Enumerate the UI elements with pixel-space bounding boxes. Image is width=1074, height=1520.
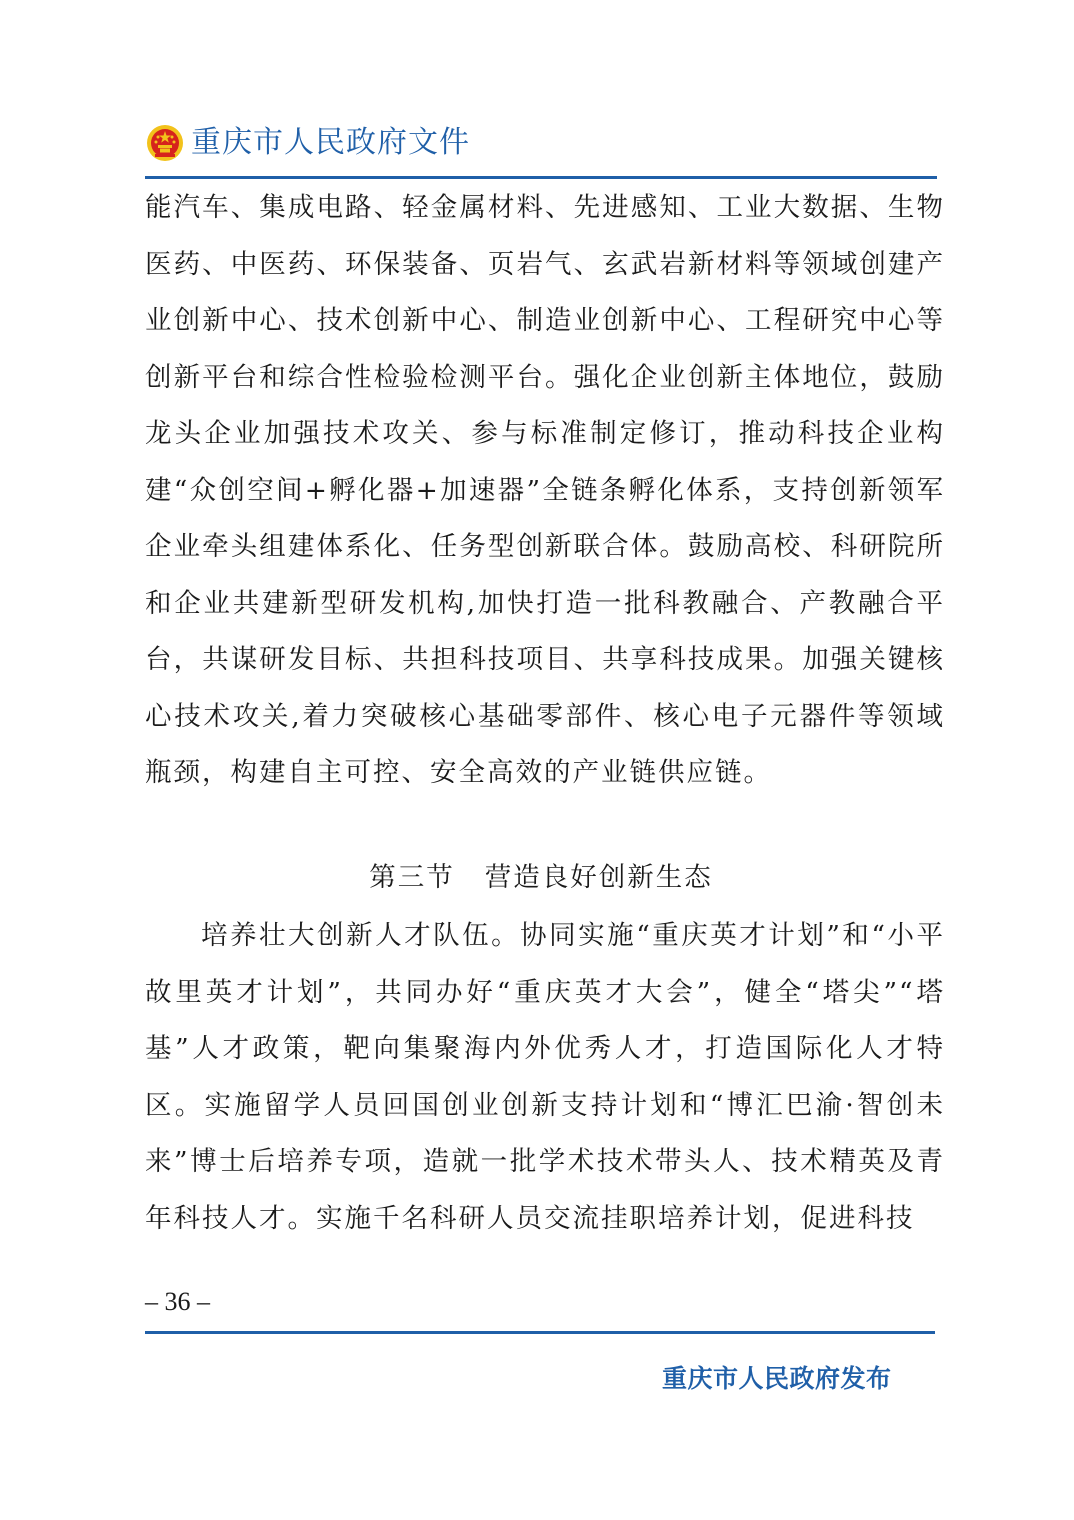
header-divider: [145, 176, 937, 179]
national-emblem-icon: [145, 123, 185, 163]
header-title: 重庆市人民政府文件: [191, 125, 470, 160]
body-paragraph-2: 培养壮大创新人才队伍。协同实施“重庆英才计划”和“小平故里英才计划”，共同办好“重庆英才大会”，健全“塔尖”“塔基”人才政策，靶向集聚海内外优秀人才，打造国际化人才特区。实施留学人员回国创业创新支持计划和“博汇巴渝·智创未来”博士后培养专项，造就一批学术技术带头人、技术精英及青年科技人才。实施千名科研人员交流挂职培养计划，促进科技: [145, 920, 945, 1234]
section-heading: [145, 850, 937, 906]
section-number: 第三节: [369, 862, 455, 893]
section-title: 营造良好创新生态: [484, 862, 713, 893]
body-paragraph-1: 能汽车、集成电路、轻金属材料、先进感知、工业大数据、生物医药、中医药、环保装备、页岩气、玄武岩新材料等领域创建产业创新中心、技术创新中心、制造业创新中心、工程研究中心等创新平台和综合性检验检测平台。强化企业创新主体地位，鼓励龙头企业加强技术攻关、参与标准制定修订，推动科技企业构建“众创空间+孵化器+加速器”全链条孵化体系，支持创新领军企业牵头组建体系化、任务型创新联合体。鼓励高校、科研院所和企业共建新型研发机构,加快打造一批科教融合、产教融合平台，共谋研发目标、共担科技项目、共享科技成果。加强关键核心技术攻关,着力突破核心基础零部件、核心电子元器件等领域瓶颈，构建自主可控、安全高效的产业链供应链。: [145, 192, 945, 788]
footer-publisher: 重庆市人民政府发布: [662, 1364, 892, 1393]
footer-divider: [145, 1331, 935, 1334]
page-number: – 36 –: [145, 1287, 210, 1316]
document-header: [145, 118, 470, 168]
